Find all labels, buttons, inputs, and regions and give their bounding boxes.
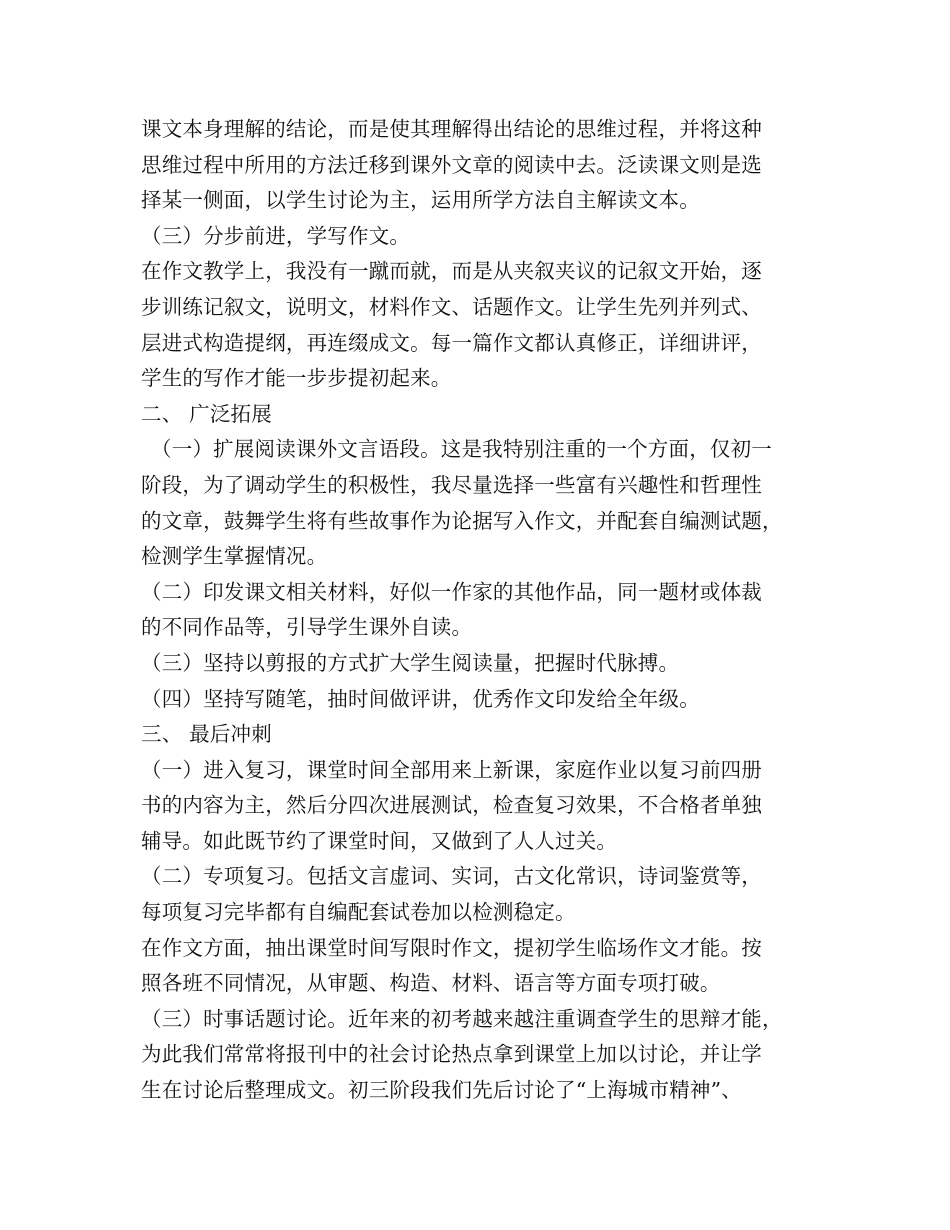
text-line: 在作文方面，抽出课堂时间写限时作文，提初学生临场作文才能。按 <box>141 935 762 960</box>
section-heading-broad-expansion: 二、 广泛拓展 <box>141 401 272 426</box>
text-line: 为此我们常常将报刊中的社会讨论热点拿到课堂上加以讨论，并让学 <box>141 1042 762 1067</box>
text-line: 学生的写作才能一步步提初起来。 <box>141 366 452 391</box>
text-line: 检测学生掌握情况。 <box>141 544 328 569</box>
section-heading-step-writing: （三）分步前进，学写作文。 <box>141 223 411 248</box>
text-line: 每项复习完毕都有自编配套试卷加以检测稳定。 <box>141 900 576 925</box>
text-line: 的不同作品等，引导学生课外自读。 <box>141 615 473 640</box>
text-line: （一）扩展阅读课外文言语段。这是我特别注重的一个方面，仅初一 <box>151 437 772 462</box>
text-line: 生在讨论后整理成文。初三阶段我们先后讨论了“上海城市精神”、 <box>141 1078 742 1103</box>
text-line: （三）坚持以剪报的方式扩大学生阅读量，把握时代脉搏。 <box>141 650 680 675</box>
text-line: 阶段，为了调动学生的积极性，我尽量选择一些富有兴趣性和哲理性 <box>141 472 762 497</box>
text-line: 的文章，鼓舞学生将有些故事作为论据写入作文，并配套自编测试题， <box>141 508 783 533</box>
text-line: （一）进入复习，课堂时间全部用来上新课，家庭作业以复习前四册 <box>141 757 762 782</box>
text-line: 书的内容为主，然后分四次进展测试，检查复习效果，不合格者单独 <box>141 793 762 818</box>
text-line: 照各班不同情况，从审题、构造、材料、语言等方面专项打破。 <box>141 971 721 996</box>
text-line: （二）专项复习。包括文言虚词、实词，古文化常识，诗词鉴赏等， <box>141 864 762 889</box>
text-line: （二）印发课文相关材料，好似一作家的其他作品，同一题材或体裁 <box>141 579 762 604</box>
text-line: 在作文教学上，我没有一蹴而就，而是从夹叙夹议的记叙文开始，逐 <box>141 259 762 284</box>
text-line: 思维过程中所用的方法迁移到课外文章的阅读中去。泛读课文则是选 <box>141 152 762 177</box>
document-body <box>141 112 821 1109</box>
text-line: 辅导。如此既节约了课堂时间，又做到了人人过关。 <box>141 828 618 853</box>
text-line: （四）坚持写随笔，抽时间做评讲，优秀作文印发给全年级。 <box>141 686 700 711</box>
text-line: 步训练记叙文，说明文，材料作文、话题作文。让学生先列并列式、 <box>141 294 762 319</box>
text-line: 层进式构造提纲，再连缀成文。每一篇作文都认真修正，详细讲评， <box>141 330 762 355</box>
text-line: 课文本身理解的结论，而是使其理解得出结论的思维过程，并将这种 <box>141 117 762 141</box>
section-heading-final-sprint: 三、 最后冲刺 <box>141 722 272 747</box>
text-line: 择某一侧面，以学生讨论为主，运用所学方法自主解读文本。 <box>141 188 700 213</box>
text-line: （三）时事话题讨论。近年来的初考越来越注重调查学生的思辩才能， <box>141 1006 783 1031</box>
